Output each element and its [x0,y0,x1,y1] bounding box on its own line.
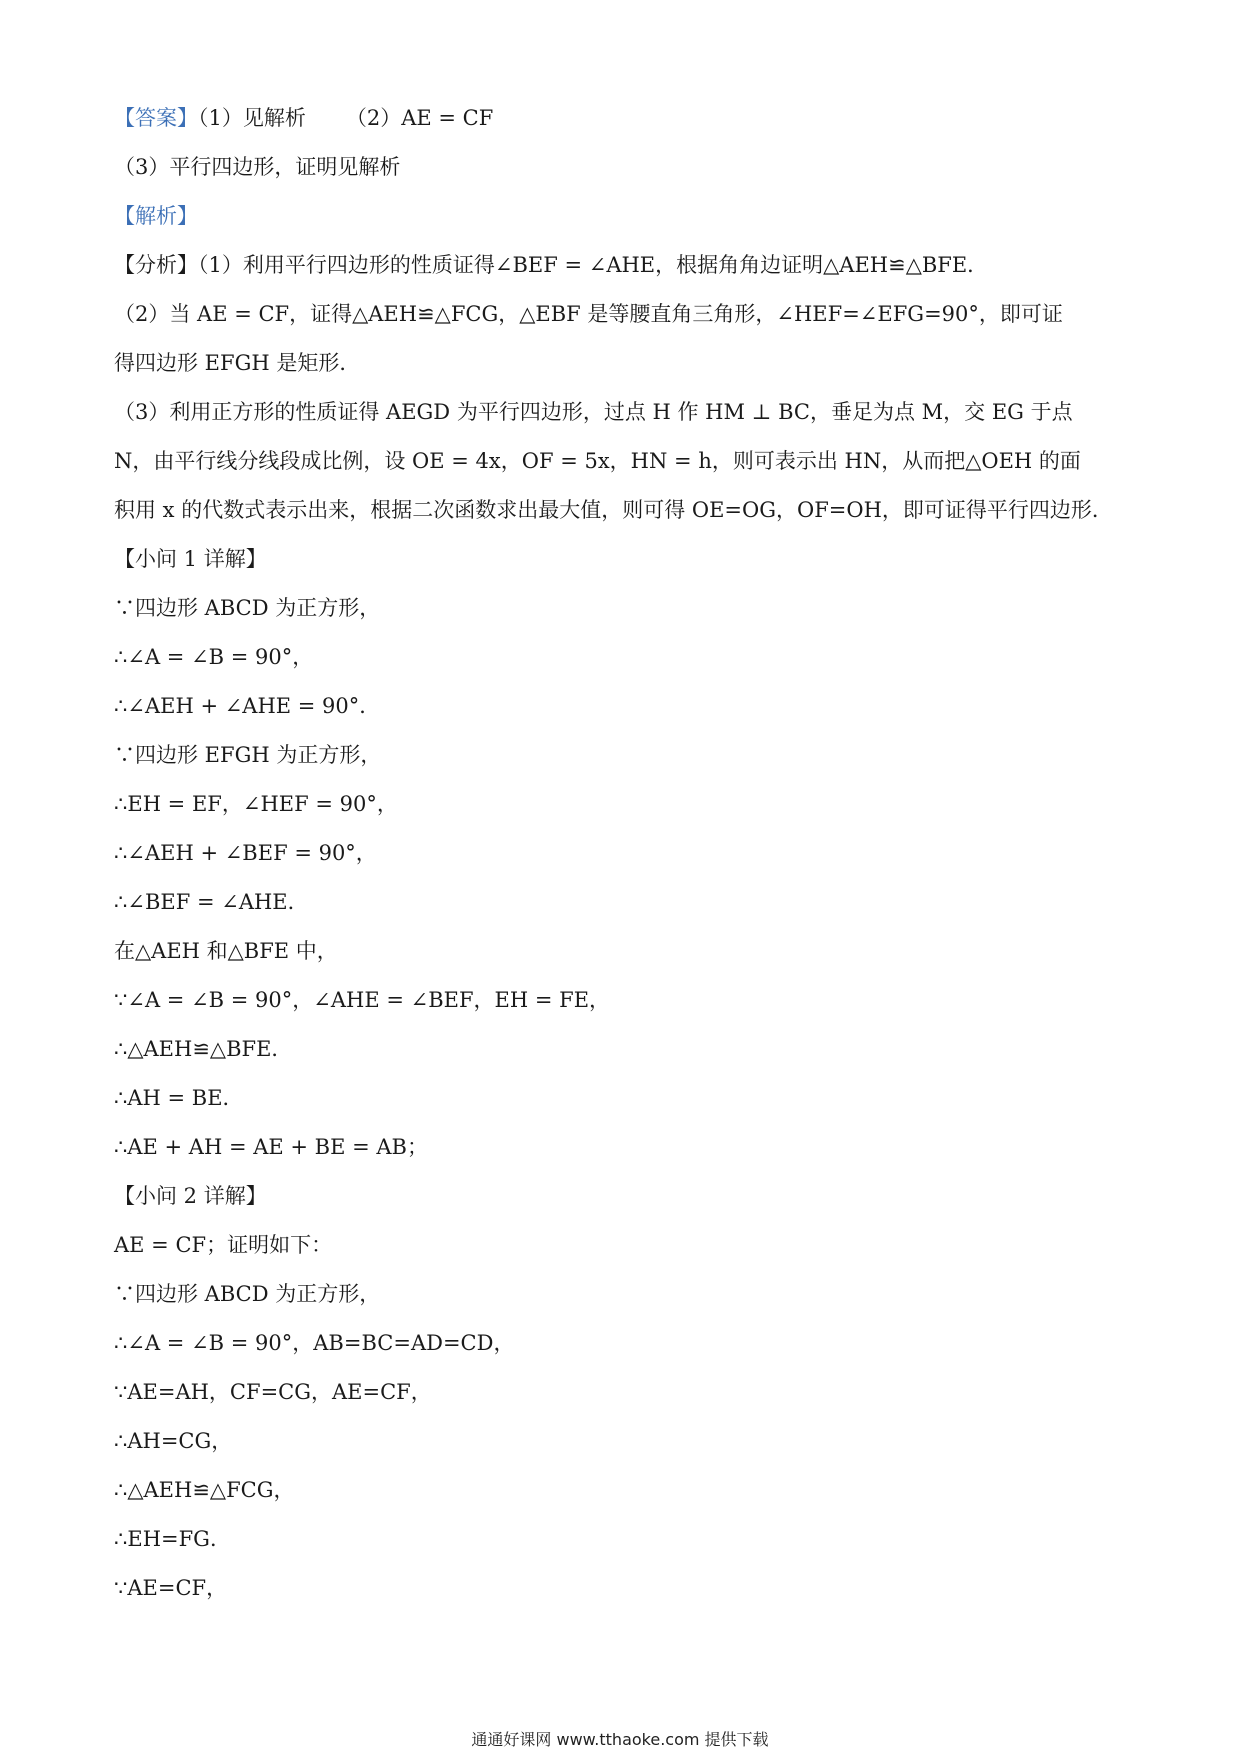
answer-part1: （1）见解析 [198,106,306,130]
q2-title: 【小问 2 详解】 [114,1184,267,1208]
analysis-line-6: 积用 x 的代数式表示出来，根据二次函数求出最大值，则可得 OE=OG，OF=OH，即可证得平行四边形． [114,498,1113,522]
q1-line: 在△AEH 和△BFE 中， [114,939,338,963]
q1-line: ∵四边形 ABCD 为正方形， [114,596,381,620]
q1-line: ∴EH = EF，∠HEF = 90°， [114,792,398,816]
q1-line: ∴∠BEF = ∠AHE． [114,890,309,914]
q1-line: ∴∠AEH + ∠AHE = 90°． [114,694,381,718]
answer-label: 【答案】 [114,106,198,130]
page-footer: 通通好课网 www.tthaoke.com 提供下载 [471,1730,769,1749]
q1-line: ∵∠A = ∠B = 90°，∠AHE = ∠BEF，EH = FE， [114,988,611,1012]
analysis-line-5: N，由平行线分线段成比例，设 OE = 4x，OF = 5x，HN = h，则可表示出 HN，从而把△OEH 的面 [114,449,1081,473]
analysis-line-4: （3）利用正方形的性质证得 AEGD 为平行四边形，过点 H 作 HM ⊥ BC，垂足为点 M，交 EG 于点 [114,400,1073,424]
q1-line: ∴△AEH≌△BFE． [114,1037,293,1061]
q2-line: ∴∠A = ∠B = 90°，AB=BC=AD=CD， [114,1331,515,1355]
q1-line: ∴∠AEH + ∠BEF = 90°， [114,841,377,865]
answer-part3: （3）平行四边形，证明见解析 [114,155,401,179]
q1-line: ∴AE + AH = AE + BE = AB； [114,1135,428,1159]
analysis-line-2: （2）当 AE = CF，证得△AEH≌△FCG，△EBF 是等腰直角三角形，∠HEF=∠EFG=90°，即可证 [114,302,1063,326]
answer-part2: （2）AE = CF [345,106,494,130]
q2-line: ∴△AEH≌△FCG， [114,1478,295,1502]
q1-title: 【小问 1 详解】 [114,547,267,571]
q2-line: ∴EH=FG． [114,1527,231,1551]
q2-line: ∵AE=CF， [114,1576,228,1600]
q1-line: ∵四边形 EFGH 为正方形， [114,743,382,767]
q2-line: ∵四边形 ABCD 为正方形， [114,1282,381,1306]
q2-line: ∵AE=AH，CF=CG，AE=CF， [114,1380,432,1404]
q1-line: ∴AH = BE． [114,1086,244,1110]
analysis-line-3: 得四边形 EFGH 是矩形． [114,351,361,375]
analysis-label: 【解析】 [114,204,198,228]
answer-line [114,103,1124,133]
q2-line: ∴AH=CG， [114,1429,233,1453]
q2-line: AE = CF；证明如下： [114,1233,333,1257]
analysis-line-1: 【分析】（1）利用平行四边形的性质证得∠BEF = ∠AHE，根据角角边证明△AEH≌△BFE． [114,253,989,277]
q1-line: ∴∠A = ∠B = 90°， [114,645,314,669]
